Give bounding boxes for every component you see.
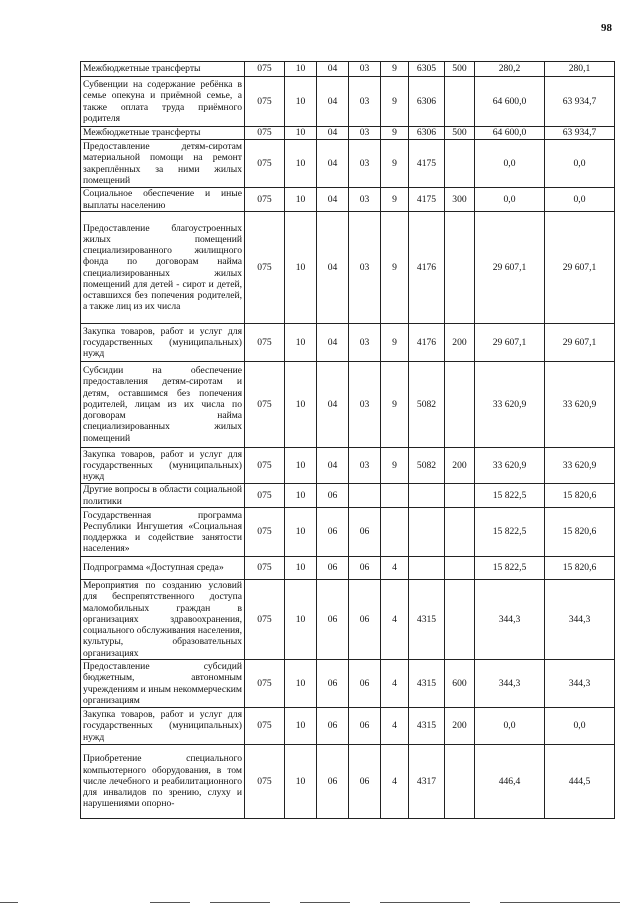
table-row: [81, 484, 615, 508]
cell-ministry: 075: [245, 127, 285, 140]
cell-ministry: 075: [245, 212, 285, 324]
cell-subsection: 04: [317, 362, 349, 448]
cell-expense-type: 200: [445, 324, 475, 362]
cell-sum-actual: 0,0: [545, 708, 615, 745]
table-row: [81, 62, 615, 77]
cell-program: 06: [349, 660, 381, 708]
cell-article: 5082: [409, 362, 445, 448]
cell-program: 03: [349, 140, 381, 188]
cell-expense-type: [445, 362, 475, 448]
cell-program: 03: [349, 62, 381, 77]
cell-name: Предоставление субсидий бюджетным, автономным учреждениям и иным некоммерческим организациям: [81, 660, 245, 708]
cell-sum-actual: 15 820,6: [545, 484, 615, 508]
cell-sum-plan: 33 620,9: [475, 448, 545, 484]
cell-program: 03: [349, 324, 381, 362]
cell-expense-type: 500: [445, 127, 475, 140]
budget-table: [80, 61, 615, 819]
cell-expense-type: 500: [445, 62, 475, 77]
cell-subsection: 04: [317, 448, 349, 484]
table-row: [81, 127, 615, 140]
cell-sum-actual: 280,1: [545, 62, 615, 77]
cell-name: Предоставление детям-сиротам материальной помощи на ремонт закреплённых за ними жилых помещений: [81, 140, 245, 188]
cell-program: 06: [349, 708, 381, 745]
cell-ministry: 075: [245, 660, 285, 708]
cell-ministry: 075: [245, 557, 285, 580]
table-row: [81, 362, 615, 448]
table-row: [81, 324, 615, 362]
cell-subsection: 04: [317, 77, 349, 127]
cell-program: 03: [349, 212, 381, 324]
cell-article: 4176: [409, 324, 445, 362]
cell-article: 4315: [409, 660, 445, 708]
cell-name: Подпрограмма «Доступная среда»: [81, 557, 245, 580]
cell-subprogram: 9: [381, 362, 409, 448]
cell-subprogram: 4: [381, 660, 409, 708]
cell-subsection: 04: [317, 62, 349, 77]
cell-sum-actual: 33 620,9: [545, 448, 615, 484]
cell-subprogram: 9: [381, 324, 409, 362]
cell-section: 10: [285, 62, 317, 77]
cell-expense-type: [445, 508, 475, 557]
cell-subsection: 06: [317, 580, 349, 660]
cell-expense-type: [445, 557, 475, 580]
cell-name: Социальное обеспечение и иные выплаты населению: [81, 188, 245, 212]
cell-article: 4176: [409, 212, 445, 324]
cell-sum-actual: 344,3: [545, 660, 615, 708]
cell-article: 6305: [409, 62, 445, 77]
cell-sum-actual: 0,0: [545, 188, 615, 212]
cell-program: 03: [349, 362, 381, 448]
cell-section: 10: [285, 188, 317, 212]
cell-subprogram: 9: [381, 188, 409, 212]
cell-name: Субвенции на содержание ребёнка в семье опекуна и приёмной семье, а также оплата труда приёмного родителя: [81, 77, 245, 127]
cell-name: Другие вопросы в области социальной политики: [81, 484, 245, 508]
cell-ministry: 075: [245, 140, 285, 188]
cell-section: 10: [285, 580, 317, 660]
cell-article: 4315: [409, 580, 445, 660]
cell-article: [409, 557, 445, 580]
cell-program: 03: [349, 188, 381, 212]
cell-sum-plan: 29 607,1: [475, 324, 545, 362]
cell-subsection: 06: [317, 660, 349, 708]
cell-subsection: 06: [317, 508, 349, 557]
cell-expense-type: 600: [445, 660, 475, 708]
cell-program: 03: [349, 448, 381, 484]
cell-sum-actual: 0,0: [545, 140, 615, 188]
cell-section: 10: [285, 362, 317, 448]
cell-section: 10: [285, 660, 317, 708]
cell-article: 4175: [409, 188, 445, 212]
cell-subsection: 04: [317, 140, 349, 188]
cell-name: Субсидии на обеспечение предоставления детям-сиротам и детям, оставшимся без попечения родителей, лицам из их числа по договорам найма специализированных жилых помещений: [81, 362, 245, 448]
cell-sum-actual: 33 620,9: [545, 362, 615, 448]
cell-subprogram: 4: [381, 745, 409, 819]
cell-program: 03: [349, 77, 381, 127]
cell-expense-type: 200: [445, 448, 475, 484]
cell-sum-actual: 29 607,1: [545, 212, 615, 324]
cell-sum-actual: 63 934,7: [545, 127, 615, 140]
cell-name: Приобретение специального компьютерного оборудования, в том числе лечебного и реабилитационного для инвалидов по зрению, слуху и нарушениями опорно-: [81, 745, 245, 819]
cell-ministry: 075: [245, 508, 285, 557]
cell-sum-actual: 63 934,7: [545, 77, 615, 127]
cell-subsection: 06: [317, 557, 349, 580]
cell-name: Закупка товаров, работ и услуг для государственных (муниципальных) нужд: [81, 708, 245, 745]
cell-section: 10: [285, 557, 317, 580]
cell-sum-plan: 344,3: [475, 660, 545, 708]
cell-section: 10: [285, 448, 317, 484]
table-row: [81, 212, 615, 324]
cell-sum-plan: 0,0: [475, 188, 545, 212]
cell-expense-type: [445, 484, 475, 508]
cell-subsection: 04: [317, 324, 349, 362]
cell-subprogram: 9: [381, 140, 409, 188]
cell-section: 10: [285, 745, 317, 819]
cell-ministry: 075: [245, 484, 285, 508]
cell-sum-plan: 64 600,0: [475, 77, 545, 127]
cell-sum-actual: 15 820,6: [545, 508, 615, 557]
cell-subprogram: [381, 484, 409, 508]
cell-article: 6306: [409, 77, 445, 127]
cell-name: Мероприятия по созданию условий для беспрепятственного доступа маломобильных граждан в организациях здравоохранения, социального обслуживания населения, культуры, образовательных организациях: [81, 580, 245, 660]
cell-subprogram: 9: [381, 77, 409, 127]
cell-sum-plan: 280,2: [475, 62, 545, 77]
table-row: [81, 77, 615, 127]
table-row: [81, 508, 615, 557]
cell-section: 10: [285, 508, 317, 557]
cell-program: 06: [349, 557, 381, 580]
cell-name: Закупка товаров, работ и услуг для государственных (муниципальных) нужд: [81, 324, 245, 362]
cell-subprogram: 4: [381, 708, 409, 745]
cell-sum-actual: 15 820,6: [545, 557, 615, 580]
cell-expense-type: [445, 580, 475, 660]
cell-section: 10: [285, 324, 317, 362]
cell-article: [409, 484, 445, 508]
cell-sum-plan: 0,0: [475, 140, 545, 188]
cell-expense-type: 200: [445, 708, 475, 745]
cell-sum-plan: 29 607,1: [475, 212, 545, 324]
cell-subprogram: 9: [381, 212, 409, 324]
cell-expense-type: [445, 77, 475, 127]
cell-name: Закупка товаров, работ и услуг для государственных (муниципальных) нужд: [81, 448, 245, 484]
cell-subsection: 06: [317, 708, 349, 745]
cell-sum-plan: 0,0: [475, 708, 545, 745]
cell-article: 4175: [409, 140, 445, 188]
table-row: [81, 448, 615, 484]
cell-expense-type: [445, 140, 475, 188]
table-row: [81, 708, 615, 745]
cell-ministry: 075: [245, 77, 285, 127]
cell-ministry: 075: [245, 62, 285, 77]
cell-subsection: 06: [317, 745, 349, 819]
cell-ministry: 075: [245, 324, 285, 362]
table-row: [81, 580, 615, 660]
cell-ministry: 075: [245, 362, 285, 448]
cell-sum-plan: 15 822,5: [475, 484, 545, 508]
cell-sum-plan: 15 822,5: [475, 508, 545, 557]
cell-section: 10: [285, 140, 317, 188]
scan-edge-marks: [0, 899, 640, 905]
cell-subprogram: 9: [381, 62, 409, 77]
page-number: 98: [601, 22, 612, 34]
cell-subsection: 04: [317, 212, 349, 324]
cell-subprogram: 9: [381, 448, 409, 484]
table-row: [81, 745, 615, 819]
cell-sum-actual: 444,5: [545, 745, 615, 819]
cell-subprogram: 4: [381, 580, 409, 660]
cell-article: 5082: [409, 448, 445, 484]
cell-ministry: 075: [245, 188, 285, 212]
cell-program: [349, 484, 381, 508]
cell-article: 4317: [409, 745, 445, 819]
cell-sum-actual: 29 607,1: [545, 324, 615, 362]
cell-program: 03: [349, 127, 381, 140]
table-body: [81, 62, 615, 819]
cell-expense-type: [445, 212, 475, 324]
cell-program: 06: [349, 745, 381, 819]
cell-program: 06: [349, 580, 381, 660]
cell-section: 10: [285, 77, 317, 127]
cell-ministry: 075: [245, 745, 285, 819]
cell-subprogram: 4: [381, 557, 409, 580]
cell-sum-plan: 446,4: [475, 745, 545, 819]
cell-name: Предоставление благоустроенных жилых помещений специализированного жилищного фонда по договорам найма специализированных жилых помещений для детей - сирот и детей, оставшихся без попечения родителей, а также лиц из их числа: [81, 212, 245, 324]
cell-sum-plan: 64 600,0: [475, 127, 545, 140]
cell-expense-type: 300: [445, 188, 475, 212]
table-row: [81, 140, 615, 188]
cell-subprogram: [381, 508, 409, 557]
cell-program: 06: [349, 508, 381, 557]
cell-sum-plan: 15 822,5: [475, 557, 545, 580]
cell-section: 10: [285, 212, 317, 324]
cell-section: 10: [285, 127, 317, 140]
cell-sum-plan: 344,3: [475, 580, 545, 660]
cell-article: 6306: [409, 127, 445, 140]
cell-ministry: 075: [245, 580, 285, 660]
cell-subprogram: 9: [381, 127, 409, 140]
cell-section: 10: [285, 484, 317, 508]
cell-subsection: 06: [317, 484, 349, 508]
cell-subsection: 04: [317, 188, 349, 212]
cell-name: Межбюджетные трансферты: [81, 127, 245, 140]
cell-section: 10: [285, 708, 317, 745]
cell-sum-actual: 344,3: [545, 580, 615, 660]
cell-sum-plan: 33 620,9: [475, 362, 545, 448]
table-row: [81, 188, 615, 212]
cell-article: [409, 508, 445, 557]
cell-expense-type: [445, 745, 475, 819]
cell-ministry: 075: [245, 708, 285, 745]
cell-article: 4315: [409, 708, 445, 745]
table-row: [81, 557, 615, 580]
cell-ministry: 075: [245, 448, 285, 484]
table-row: [81, 660, 615, 708]
cell-subsection: 04: [317, 127, 349, 140]
cell-name: Государственная программа Республики Ингушетия «Социальная поддержка и содействие занятости населения»: [81, 508, 245, 557]
cell-name: Межбюджетные трансферты: [81, 62, 245, 77]
